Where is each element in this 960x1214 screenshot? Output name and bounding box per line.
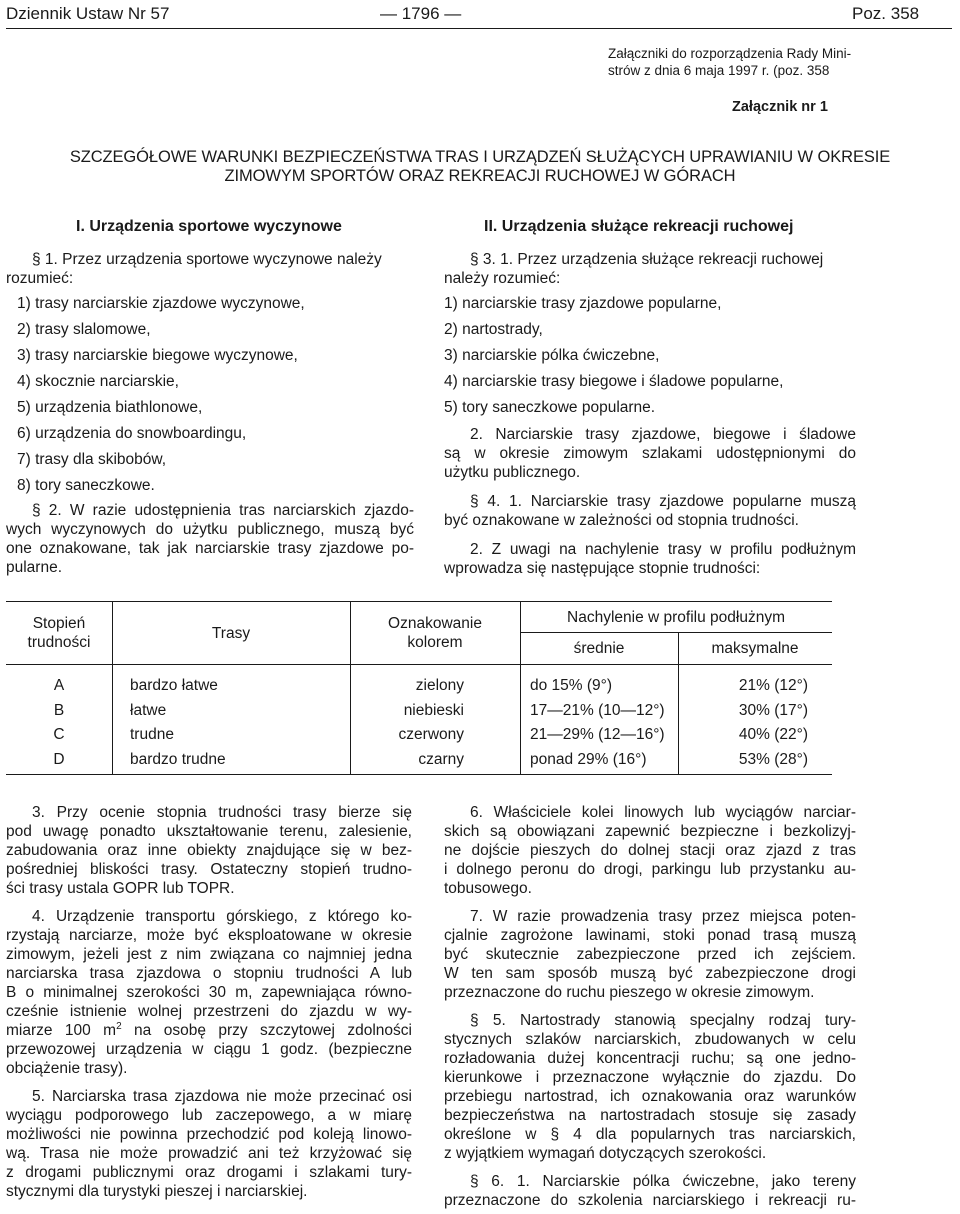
paragraph-4-transport [6,907,412,1078]
text-line: przeznaczone do szkolenia narciarskiego i rekreacji ru- [444,1192,856,1209]
text-line: pośredniej bliskości trasy. Ostateczny stopień trudno- [6,861,412,878]
text-line: wą. Trasa nie może prowadzić ani też krzyżować się [6,1145,412,1162]
paragraph-1-line2: rozumieć: [6,270,74,287]
text-line: ne dojście pieszych do dolnej stacji oraz zjazd z tras [444,842,856,859]
header-degree-line2: trudności [27,634,91,651]
document-title [0,148,960,186]
text-line: są w okresie zimowym szlakami udostępnionymi do [444,445,856,462]
list-item: 4) narciarskie trasy biegowe i śladowe popularne, [444,373,784,390]
text-line: zabudowania oraz inne obiekty znajdujące się w bez- [6,842,412,859]
paragraph-3-assessment [6,803,412,898]
text-line: 7. W razie prowadzenia trasy przez miejsca poten- [470,908,856,925]
text-fragment: miarze 100 m [6,1022,117,1039]
text-line: § 5. Nartostrady stanowią specjalny rodzaj tury- [470,1012,856,1029]
text-line: obciążenie trasy). [6,1060,128,1077]
text-line: rozładowania dużej koncentracji ruchu; są one jedno- [444,1050,856,1067]
paragraph-2 [6,501,414,577]
text-line: przeznaczone do ruchu pieszego w okresie zimowym. [444,984,815,1001]
list-item: 6) urządzenia do snowboardingu, [17,425,247,442]
text-line: wprowadza się następujące stopnie trudności: [444,560,761,577]
paragraph-5-ski-routes [444,1011,856,1163]
text-line: § 2. W razie udostępnienia tras narciarskich zjazdo- [32,502,414,519]
journal-name: Dziennik Ustaw Nr 57 [6,4,170,23]
table-header-rule [6,664,832,665]
list-item: 3) trasy narciarskie biegowe wyczynowe, [17,347,298,364]
table-cell-degree: B [53,701,65,719]
table-cell-avg: 21—29% (12—16°) [530,726,665,743]
text-line: § 6. 1. Narciarskie pólka ćwiczebne, jako tereny [470,1173,856,1190]
text-line: stycznymi dla turystyki pieszej i narciarskiej. [6,1183,308,1200]
text-line: i dolnego peronu do drogi, parkingu lub przystanku au- [444,861,856,878]
text-line: rzystają narciarze, może być eksploatowane w okresie [6,927,412,944]
paragraph-6-owners [444,803,856,898]
text-line: przebiegu nartostrad, ich oznakowania oraz warunków [444,1088,856,1105]
text-line: użytku publicznego. [444,464,581,481]
text-line: kierunkowe i przeznaczone wyłącznie do zjazdu. Do [444,1069,856,1086]
table-subheader-rule [520,632,832,633]
list-item: 5) urządzenia biathlonowe, [17,399,203,416]
text-line: możliwości nie powinna przechodzić pod koleją linowo- [6,1126,412,1143]
bottom-right-column [444,803,856,1210]
header-color-line1: Oznakowanie [388,615,482,632]
text-line: z drogami publicznymi oraz drogami i szlakami tury- [6,1164,412,1181]
section-2 [444,217,856,578]
list-item: 4) skocznie narciarskie, [17,373,179,390]
text-line: B o minimalnej szerokości 30 m, zapewniająca równo- [6,984,412,1001]
annex-label: Załącznik nr 1 [732,99,828,115]
text-line: wyciągu podporowego lub zaczepowego, a w miarę [6,1107,412,1124]
table-cell-color: niebieski [403,701,464,719]
table-cell-route: bardzo trudne [130,750,226,768]
header-average: średnie [573,640,625,657]
header-degree-line1: Stopień [32,615,86,632]
text-line: tobusowego. [444,880,532,897]
list-item: 2) nartostrady, [444,321,543,338]
text-line: one oznakowane, tak jak narciarskie trasy zjazdowe po- [6,540,414,557]
section-1-heading: I. Urządzenia sportowe wyczynowe [76,218,342,235]
text-line: narciarska trasa zjazdowa o stopniu trudności A lub [6,965,412,982]
table-cell-route: łatwe [130,701,167,719]
superscript: 2 [116,1020,122,1032]
table-cell-max: 53% (28°) [738,750,808,768]
list-item: 7) trasy dla skibobów, [17,451,167,468]
table-cell-max: 21% (12°) [738,677,808,694]
text-line: cjalnie zagrożone lawinami, stoki ponad trasą muszą [444,927,856,944]
header-color [350,614,520,652]
text-line: wych wyczynowych do użytku publicznego, muszą być [6,521,414,538]
text-line: 2. Z uwagi na nachylenie trasy w profilu podłużnym [470,541,856,558]
text-line: z wyjątkiem wymagań dotyczących szerokości. [444,1145,767,1162]
paragraph-4 [444,492,856,530]
table-cell-avg: do 15% (9°) [530,677,613,694]
text-line: przewozowej urządzenia w ciągu 1 godz. (bezpieczne [6,1041,412,1058]
page-number: — 1796 — [380,4,462,23]
text-line: § 4. 1. Narciarskie trasy zjazdowe popularne muszą [470,493,856,510]
list-item: 8) tory saneczkowe. [17,477,155,494]
title-line-2: ZIMOWYM SPORTÓW ORAZ REKREACJI RUCHOWEJ W GÓRACH [224,167,736,185]
attachment-reference-line1: Załączniki do rozporządzenia Rady Mini- [608,46,852,61]
table-cell-max: 30% (17°) [738,701,808,719]
section-1 [6,217,414,577]
text-line: pod uwagę ponadto ukształtowanie terenu, zalesienie, [6,823,412,840]
header-color-line2: kolorem [407,634,463,651]
text-line: skich są obowiązani zapewnić bezpieczne i bezkolizyj- [444,823,856,840]
table-cell-max: 40% (22°) [738,726,808,743]
table-top-rule [6,601,832,602]
header-slope: Nachylenie w profilu podłużnym [567,609,785,626]
list-item: 1) narciarskie trasy zjazdowe popularne, [444,295,722,312]
sport-facilities-list [6,294,414,495]
list-item: 5) tory saneczkowe popularne. [444,399,656,416]
table-bottom-rule [6,774,832,775]
text-line: W ten sam sposób muszą być zabezpieczone drogi [444,965,856,982]
text-line: 5. Narciarska trasa zjazdowa nie może przecinać osi [32,1088,412,1105]
text-line: zimowym, jeżeli jest z nim związana co najmniej jedna [6,946,412,963]
table-cell-color: czerwony [398,726,464,743]
text-fragment: na osobę przy szczytowej zdolności [121,1022,412,1039]
paragraph-3-line1: § 3. 1. Przez urządzenia służące rekreacji ruchowej [470,251,824,268]
paragraph-3-line2: należy rozumieć: [444,270,561,287]
header-routes: Trasy [211,625,251,642]
list-item: 1) trasy narciarskie zjazdowe wyczynowe, [17,295,305,312]
paragraph-3-2 [444,425,856,482]
table-cell-degree: A [53,677,65,694]
text-line: bezpieczeństwa na nartostradach stosuje się zasady [444,1107,856,1124]
text-line: cześnie istnienie wolnej przestrzeni do zjazdu w wy- [6,1003,412,1020]
paragraph-7-avalanche [444,907,856,1002]
table-cell-avg: ponad 29% (16°) [530,750,647,768]
table-cell-route: bardzo łatwe [130,677,218,694]
header-rule [6,28,952,29]
text-line: 3. Przy ocenie stopnia trudności trasy bierze się [32,804,412,821]
title-line-1: SZCZEGÓŁOWE WARUNKI BEZPIECZEŃSTWA TRAS I URZĄDZEŃ SŁUŻĄCYCH UPRAWIANIU W OKRESIE [69,148,891,166]
position-number: Poz. 358 [852,4,920,23]
text-line: 4. Urządzenie transportu górskiego, z którego ko- [32,908,412,925]
list-item: 2) trasy slalomowe, [17,321,151,338]
paragraph-1-line1: § 1. Przez urządzenia sportowe wyczynowe należy [32,251,382,268]
table-cell-avg: 17—21% (10—12°) [530,701,665,719]
text-line: pularne. [6,559,63,576]
table-cell-color: czarny [418,750,464,768]
text-line: 2. Narciarskie trasy zjazdowe, biegowe i śladowe [470,426,856,443]
section-2-heading: II. Urządzenia służące rekreacji ruchowej [484,218,794,235]
table-cell-degree: C [53,726,65,743]
table-cell-degree: D [53,750,65,768]
text-line: stycznych szlaków narciarskich, zbudowanych w celu [444,1031,856,1048]
paragraph-4-2 [444,540,856,578]
text-line: być oznakowane w zależności od stopnia trudności. [444,512,799,529]
header-degree [6,614,112,652]
text-line: ści trasy ustala GOPR lub TOPR. [6,880,235,897]
table-cell-color: zielony [415,677,464,694]
recreation-facilities-list [444,294,856,417]
list-item: 3) narciarskie pólka ćwiczebne, [444,347,660,364]
table-cell-route: trudne [130,726,174,743]
text-line: określone w § 4 dla popularnych tras narciarskich, [444,1126,856,1143]
text-line [6,1021,412,1040]
text-line: być skutecznie zabezpieczone przed ich zejściem. [444,946,856,963]
paragraph-5-crossing [6,1087,412,1201]
paragraph-6-practice-slopes [444,1172,856,1210]
attachment-reference-line2: strów z dnia 6 maja 1997 r. (poz. 358 [608,63,830,78]
bottom-left-column [6,803,412,1201]
text-line: 6. Właściciele kolei linowych lub wyciągów narciar- [470,804,856,821]
header-maximum: maksymalne [711,640,799,657]
